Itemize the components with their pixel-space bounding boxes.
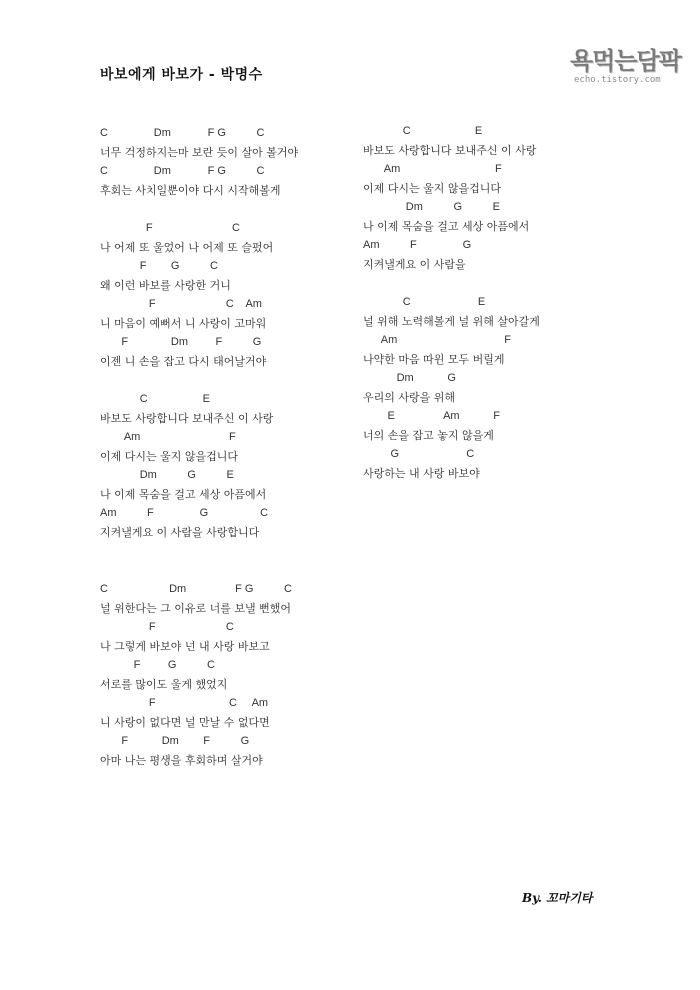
lyric-line: 나 그렇게 바보야 넌 내 사랑 바보고 [100, 640, 270, 653]
lyric-line: 니 사랑이 없다면 널 만날 수 없다면 [100, 716, 270, 729]
right-lyrics-column [363, 122, 540, 483]
lyric-line: 지켜낼게요 이 사람을 사랑합니다 [100, 526, 260, 539]
lyric-line: 니 마음이 예뻐서 니 사랑이 고마워 [100, 317, 267, 330]
chord-line: F G C [100, 659, 215, 671]
chord-line: Am F [363, 163, 502, 175]
lyric-line: 이제 다시는 울지 않을겁니다 [100, 450, 239, 463]
lyric-line: 서로를 많이도 울게 했었지 [100, 678, 228, 691]
lyric-line: 나 이제 목숨을 걸고 세상 아픔에서 [363, 220, 530, 233]
chord-line: C E [363, 296, 486, 308]
lyric-line: 나 어제 또 울었어 나 어제 또 슬펐어 [100, 241, 274, 254]
chord-line: F C [100, 222, 240, 234]
chord-line: Am F [100, 431, 236, 443]
lyric-line: 너무 걱정하지는마 보란 듯이 살아 볼거야 [100, 146, 299, 159]
chord-line: C Dm F G C [100, 583, 292, 595]
blog-logo [570, 47, 681, 96]
chord-line: C Dm F G C [100, 127, 265, 139]
chord-line: F C Am [100, 697, 269, 709]
left-lyrics-column [100, 124, 298, 770]
lyric-line: 지켜낼게요 이 사람을 [363, 258, 466, 271]
song-title: 바보에게 바보가 - 박명수 [100, 67, 263, 83]
logo-text: 욕먹는담팍 [570, 47, 681, 75]
chord-line: Dm G [363, 372, 456, 384]
blank-line [100, 542, 298, 561]
chord-line: G C [363, 448, 475, 460]
chord-line: F Dm F G [100, 336, 262, 348]
blank-line [100, 371, 298, 390]
lyric-line: 바보도 사랑합니다 보내주신 이 사랑 [363, 144, 537, 157]
chord-line: E Am F [363, 410, 500, 422]
lyric-line: 사랑하는 내 사랑 바보야 [363, 467, 480, 480]
lyric-line: 아마 나는 평생을 후회하며 살거야 [100, 754, 263, 767]
lyric-line: 널 위해 노력해볼게 널 위해 살아갈게 [363, 315, 540, 328]
chord-line: C Dm F G C [100, 165, 265, 177]
chord-line: Dm G E [100, 469, 234, 481]
lyric-line: 나약한 마음 따윈 모두 버릴게 [363, 353, 505, 366]
chord-line: F G C [100, 260, 218, 272]
lyric-line: 바보도 사랑합니다 보내주신 이 사랑 [100, 412, 274, 425]
chord-line: C E [363, 125, 483, 137]
lyric-line: 이젠 니 손을 잡고 다시 태어날거야 [100, 355, 267, 368]
chord-line: F C [100, 621, 234, 633]
blank-line [363, 274, 540, 293]
lyric-line: 후회는 사치일뿐이야 다시 시작해볼게 [100, 184, 281, 197]
chord-line: Dm G E [363, 201, 500, 213]
lyric-line: 이제 다시는 울지 않을겁니다 [363, 182, 502, 195]
logo-url: echo.tistory.com [574, 75, 661, 85]
chord-line: Am F G [363, 239, 472, 251]
lyric-line: 너의 손을 잡고 놓지 않을게 [363, 429, 494, 442]
chord-line: F Dm F G [100, 735, 250, 747]
chord-line: Am F G C [100, 507, 269, 519]
blank-line [100, 561, 298, 580]
lyric-line: 나 이제 목숨을 걸고 세상 아픔에서 [100, 488, 267, 501]
chord-line: Am F [363, 334, 511, 346]
signature: By. 꼬마기타 [522, 891, 593, 905]
lyric-line: 우리의 사랑을 위해 [363, 391, 456, 404]
blank-line [100, 200, 298, 219]
chord-line: F C Am [100, 298, 262, 310]
chord-line: C E [100, 393, 211, 405]
lyric-line: 왜 이런 바보를 사랑한 거니 [100, 279, 231, 292]
lyric-line: 널 위한다는 그 이유로 너를 보낼 뻔했어 [100, 602, 291, 615]
